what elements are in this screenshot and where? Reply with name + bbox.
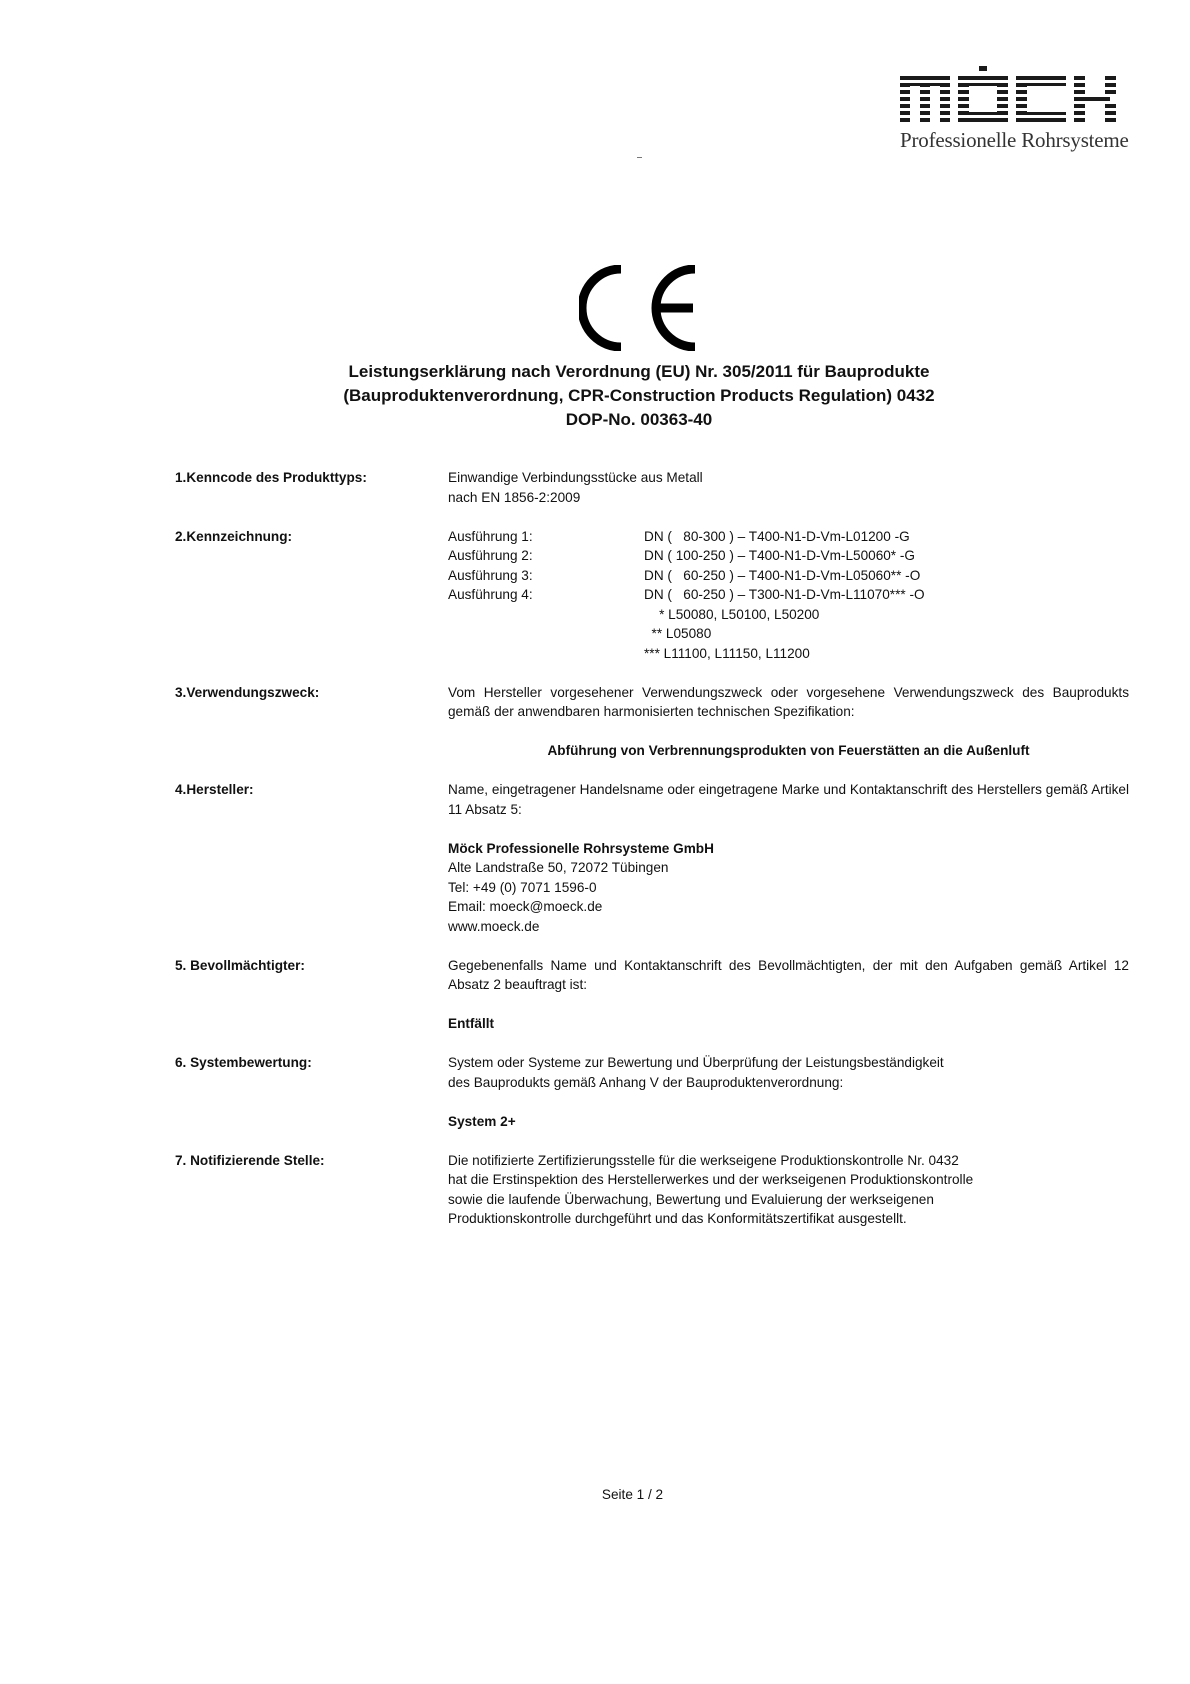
variant-name: Ausführung 1: — [448, 528, 533, 544]
document-title — [0, 360, 1190, 432]
title-line-2: (Bauproduktenverordnung, CPR-Construction Products Regulation) 0432 — [343, 386, 935, 405]
variant-row — [448, 585, 1129, 605]
section-marking — [175, 527, 1129, 664]
moeck-logo-icon — [900, 66, 1130, 122]
product-type-line: Einwandige Verbindungsstücke aus Metall — [448, 470, 703, 485]
system-assessment-value: System 2+ — [448, 1113, 516, 1129]
variant-code: DN ( 60-250 ) – T400-N1-D-Vm-L05060** -O — [644, 567, 921, 583]
section-label: 7. Notifizierende Stelle: — [175, 1152, 325, 1168]
manufacturer-email: Email: moeck@moeck.de — [448, 899, 603, 914]
ce-mark-icon — [579, 265, 701, 356]
manufacturer-text: Name, eingetragener Handelsname oder eingetragene Marke und Kontaktanschrift des Herstellers gemäß Artikel 11 Absatz 5: — [448, 782, 1129, 817]
variant-name: Ausführung 4: — [448, 587, 533, 602]
section-label: 2.Kennzeichnung: — [175, 528, 293, 544]
system-assessment-line: des Bauprodukts gemäß Anhang V der Bauproduktenverordnung: — [448, 1074, 844, 1090]
authorised-rep-value: Entfällt — [448, 1016, 495, 1031]
section-product-type — [175, 468, 1129, 507]
variant-code: DN ( 100-250 ) – T400-N1-D-Vm-L50060* -G — [644, 548, 915, 563]
company-logo — [900, 66, 1130, 153]
section-label: 4.Hersteller: — [175, 782, 254, 797]
manufacturer-company: Möck Professionelle Rohrsysteme GmbH — [448, 840, 714, 856]
system-assessment-line: System oder Systeme zur Bewertung und Überprüfung der Leistungsbeständigkeit — [448, 1055, 944, 1070]
manufacturer-phone: Tel: +49 (0) 7071 1596-0 — [448, 879, 597, 895]
scan-mark — [637, 157, 642, 158]
notified-body-line: Produktionskontrolle durchgeführt und das Konformitätszertifikat ausgestellt. — [448, 1211, 907, 1226]
notified-body-line: Die notifizierte Zertifizierungsstelle für die werkseigene Produktionskontrolle Nr. 0432 — [448, 1152, 959, 1168]
variant-row — [448, 527, 1129, 547]
intended-use-purpose: Abführung von Verbrennungsprodukten von Feuerstätten an die Außenluft — [547, 743, 1030, 758]
variant-code: DN ( 80-300 ) – T400-N1-D-Vm-L01200 -G — [644, 528, 910, 544]
logo-tagline: Professionelle Rohrsysteme — [900, 128, 1129, 152]
intended-use-text: Vom Hersteller vorgesehener Verwendungszweck oder vorgesehene Verwendungszweck des Bauprodukts gemäß der anwendbaren harmonisierten technischen Spezifikation: — [448, 684, 1129, 719]
notified-body-line: hat die Erstinspektion des Herstellerwerkes und der werkseigenen Produktionskontrolle — [448, 1172, 974, 1187]
title-line-1: Leistungserklärung nach Verordnung (EU) Nr. 305/2011 für Bauprodukte — [348, 362, 930, 381]
section-label: 5. Bevollmächtigter: — [175, 957, 305, 973]
variant-footnote: * L50080, L50100, L50200 — [644, 606, 820, 622]
manufacturer-website: www.moeck.de — [448, 918, 540, 934]
product-standard-line: nach EN 1856-2:2009 — [448, 489, 581, 505]
manufacturer-address: Alte Landstraße 50, 72072 Tübingen — [448, 860, 669, 875]
variant-footnote: *** L11100, L11150, L11200 — [644, 645, 810, 661]
section-intended-use — [175, 683, 1129, 761]
section-notified-body — [175, 1151, 1129, 1229]
page-number: Seite 1 / 2 — [601, 1487, 664, 1502]
section-authorised-rep — [175, 956, 1129, 1034]
variant-footnote: ** L05080 — [644, 626, 712, 641]
variant-name: Ausführung 2: — [448, 548, 533, 563]
section-system-assessment — [175, 1053, 1129, 1131]
variant-row — [448, 566, 1129, 586]
section-label: 6. Systembewertung: — [175, 1055, 312, 1070]
section-label: 1.Kenncode des Produkttyps: — [175, 470, 367, 485]
declaration-content — [175, 468, 1129, 1248]
variant-row — [448, 546, 1129, 566]
variant-name: Ausführung 3: — [448, 567, 533, 583]
authorised-rep-text: Gegebenenfalls Name und Kontaktanschrift des Bevollmächtigten, der mit den Aufgaben gemäß Artikel 12 Absatz 2 beauftragt ist: — [448, 957, 1129, 992]
variant-code: DN ( 60-250 ) – T300-N1-D-Vm-L11070*** -O — [644, 587, 925, 602]
section-manufacturer — [175, 780, 1129, 936]
notified-body-line: sowie die laufende Überwachung, Bewertung und Evaluierung der werkseigenen — [448, 1191, 934, 1207]
section-label: 3.Verwendungszweck: — [175, 684, 320, 700]
title-dop-number: DOP-No. 00363-40 — [565, 410, 713, 429]
